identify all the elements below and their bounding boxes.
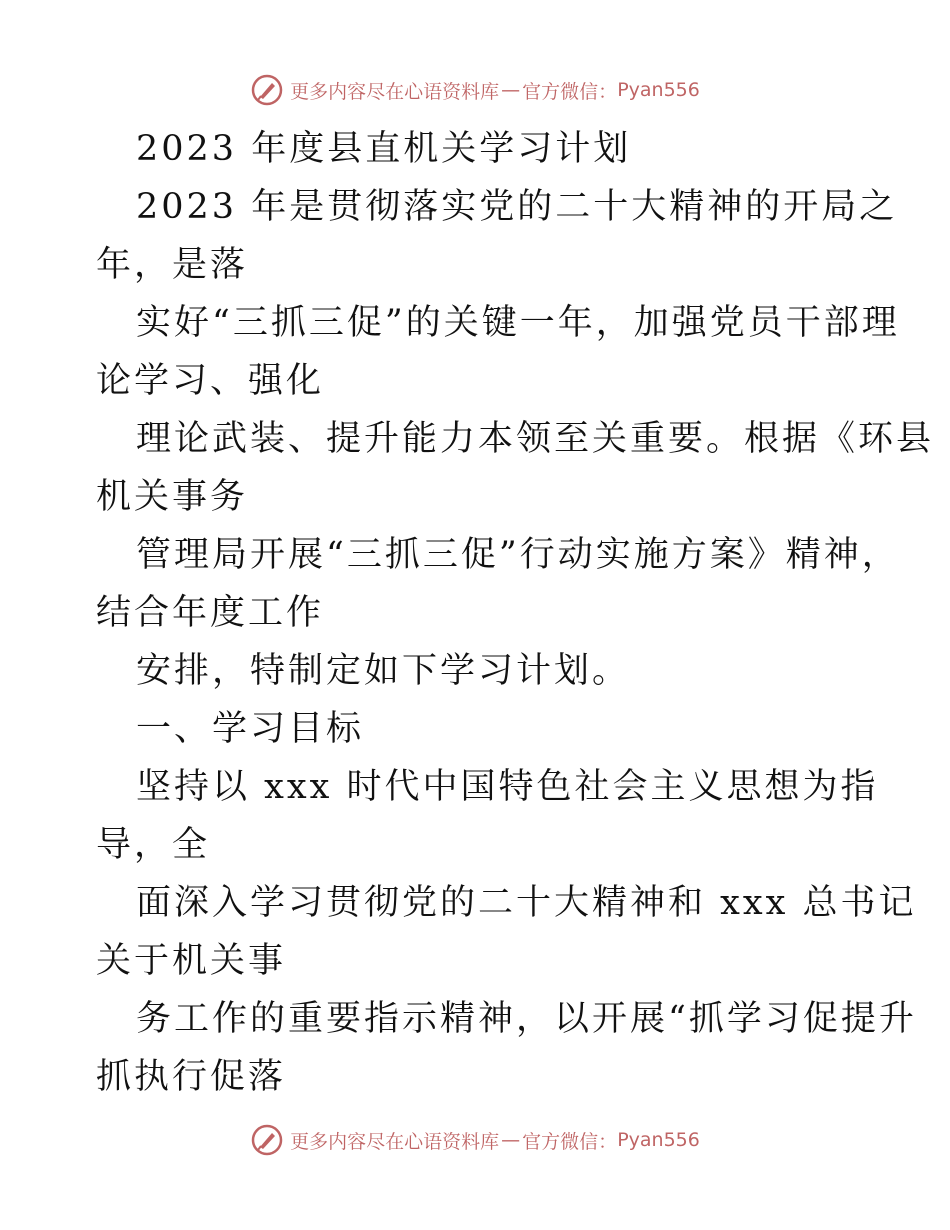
watermark-header xyxy=(0,72,950,108)
text-line: 务工作的重要指示精神，以开展“抓学习促提升 xyxy=(136,999,917,1039)
text-line: 管理局开展“三抓三促”行动实施方案》精神， xyxy=(136,535,900,575)
text-line: 导，全 xyxy=(96,825,211,865)
quill-logo-icon xyxy=(250,1123,284,1157)
text-line: 面深入学习贯彻党的二十大精神和 xxx 总书记 xyxy=(136,883,917,923)
text-line: 关于机关事 xyxy=(96,941,287,981)
text-line: 结合年度工作 xyxy=(96,593,325,633)
quill-logo-icon xyxy=(250,73,284,107)
text-line: 年，是落 xyxy=(96,245,249,285)
text-line: 论学习、强化 xyxy=(96,361,325,401)
footer-dash: — xyxy=(501,1129,521,1151)
document-body xyxy=(96,120,935,1106)
text-line: 理论武装、提升能力本领至关重要。根据《环县 xyxy=(136,419,935,459)
footer-text: 更多内容尽在心语资料库 xyxy=(290,1130,500,1153)
text-line: 坚持以 xxx 时代中国特色社会主义思想为指 xyxy=(136,767,879,807)
watermark-footer xyxy=(0,1122,950,1158)
text-line: 抓执行促落 xyxy=(96,1057,287,1097)
text-line: 一、学习目标 xyxy=(136,709,365,749)
text-line: 2023 年度县直机关学习计划 xyxy=(136,129,632,169)
text-line: 2023 年是贯彻落实党的二十大精神的开局之 xyxy=(136,187,898,227)
text-line: 实好“三抓三促”的关键一年，加强党员干部理 xyxy=(136,303,900,343)
header-text: 更多内容尽在心语资料库 xyxy=(290,80,500,103)
footer-official: 官方微信： xyxy=(522,1130,618,1153)
text-line: 机关事务 xyxy=(96,477,249,517)
footer-id: Pyan556 xyxy=(617,1129,700,1151)
header-id: Pyan556 xyxy=(617,79,700,101)
header-official: 官方微信： xyxy=(522,80,618,103)
text-line: 安排，特制定如下学习计划。 xyxy=(136,651,631,691)
header-dash: — xyxy=(501,79,521,101)
